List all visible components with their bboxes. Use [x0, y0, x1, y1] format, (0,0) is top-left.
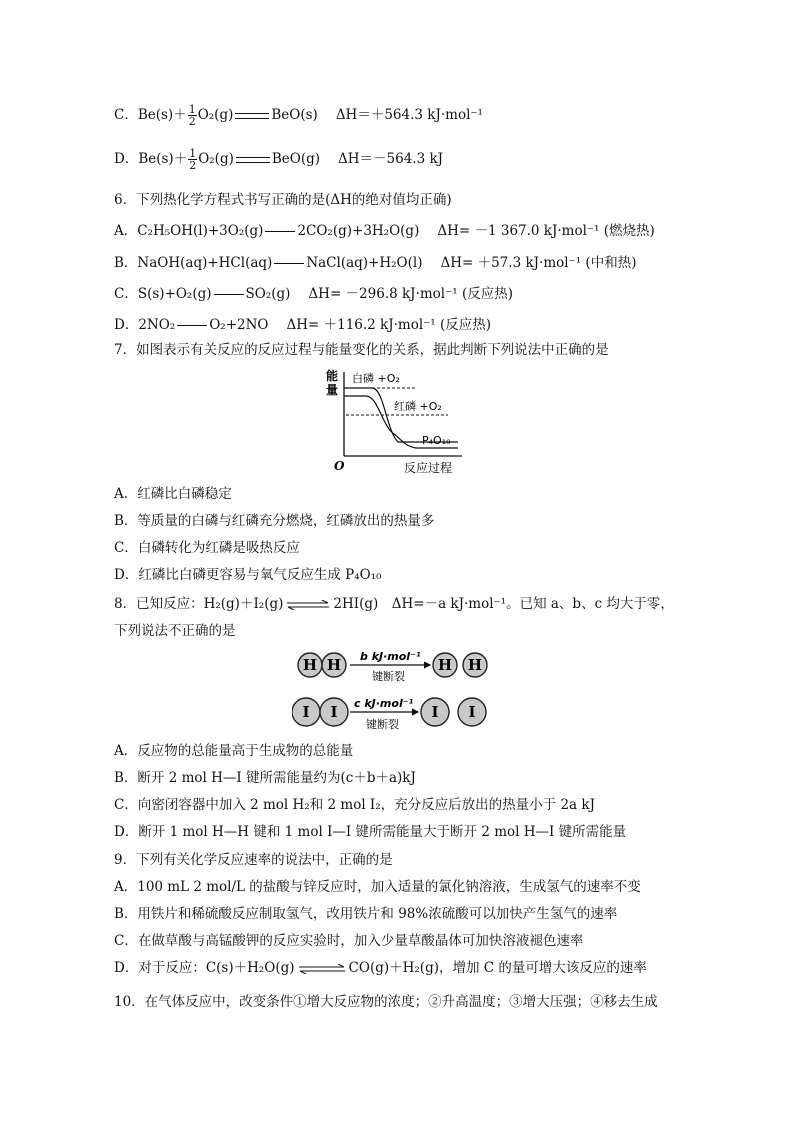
white-phosphorus-label: 白磷 +O₂ — [352, 372, 400, 385]
q6-b-left: B．NaOH(aq)+HCl(aq) — [114, 255, 273, 271]
h-atom-label: H — [437, 656, 453, 674]
q6-d-dh: ΔH= ＋116.2 kJ·mol⁻¹ — [286, 317, 436, 333]
q5-option-c — [114, 104, 483, 127]
q9-d-right: CO(g)＋H₂(g)，增加 C 的量可增大该反应的速率 — [348, 960, 647, 976]
equals-arrow — [235, 113, 269, 119]
product-label: P₄O₁₀ — [422, 434, 451, 447]
q9-option-d — [114, 958, 647, 978]
bond-breaking-diagram — [292, 648, 512, 736]
q9-option-c: C．在做草酸与高锰酸钾的反应实验时，加入少量草酸晶体可加快溶液褪色速率 — [114, 933, 584, 949]
q6-d-right: O₂+2NO — [209, 317, 269, 333]
q10-stem: 10．在气体反应中，改变条件①增大反应物的浓度；②升高温度；③增大压强；④移去生成 — [114, 994, 658, 1010]
q6-option-d — [114, 315, 491, 335]
q5-c-o2: O₂(g) — [197, 107, 234, 123]
q9-option-a: A．100 mL 2 mol/L 的盐酸与锌反应时，加入适量的氯化钠溶液，生成氢气的速率不变 — [114, 879, 641, 895]
q8-stem-line1 — [114, 594, 674, 614]
fraction — [188, 148, 197, 171]
q9-option-b: B．用铁片和稀硫酸反应制取氢气，改用铁片和 98%浓硫酸可以加快产生氢气的速率 — [114, 906, 618, 922]
bond-break-label: 键断裂 — [372, 670, 405, 683]
q6-option-c — [114, 284, 513, 304]
red-phosphorus-label: 红磷 +O₂ — [394, 400, 442, 413]
frac-num: 1 — [189, 147, 197, 160]
q6-d-note: (反应热) — [440, 317, 492, 333]
q6-c-right: SO₂(g) — [245, 286, 291, 302]
q5-c-dh: ΔH＝＋564.3 kJ·mol⁻¹ — [335, 107, 483, 123]
b-energy-label: b kJ·mol⁻¹ — [360, 650, 421, 663]
q8-option-b: B．断开 2 mol H—I 键所需能量约为(c＋b＋a)kJ — [114, 770, 416, 786]
q6-stem: 6．下列热化学方程式书写正确的是(ΔH的绝对值均正确) — [114, 192, 452, 208]
q8-stem-right: 2HI(g) ΔH=－a kJ·mol⁻¹。已知 a、b、c 均大于零， — [333, 596, 674, 612]
q6-a-right: 2CO₂(g)+3H₂O(g) — [297, 223, 420, 239]
q6-b-right: NaCl(aq)+H₂O(l) — [306, 255, 423, 271]
q8-option-c: C．向密闭容器中加入 2 mol H₂和 2 mol I₂，充分反应后放出的热量小于 2a kJ — [114, 797, 595, 813]
q6-option-b — [114, 253, 636, 273]
ylabel-bottom: 量 — [326, 383, 339, 397]
q7-option-b: B．等质量的白磷与红磷充分燃烧，红磷放出的热量多 — [114, 513, 435, 529]
q6-option-a — [114, 221, 655, 241]
frac-den: 2 — [188, 115, 196, 128]
i-atom-label: I — [330, 703, 338, 721]
reaction-line — [265, 231, 295, 233]
q8-option-a: A．反应物的总能量高于生成物的总能量 — [114, 743, 354, 759]
i-atom-label: I — [431, 703, 439, 721]
q5-option-d — [114, 148, 443, 171]
q8-stem-line2: 下列说法不正确的是 — [114, 623, 236, 639]
q7-option-d: D．红磷比白磷更容易与氧气反应生成 P₄O₁₀ — [114, 567, 382, 583]
q6-b-dh: ΔH= ＋57.3 kJ·mol⁻¹ — [440, 255, 582, 271]
equilibrium-arrow — [286, 600, 330, 610]
xlabel: 反应过程 — [404, 461, 453, 475]
q5-d-label: D．Be(s)＋ — [114, 151, 188, 167]
q5-c-product: BeO(s) — [271, 107, 318, 123]
q8-option-d: D．断开 1 mol H—H 键和 1 mol I—I 键所需能量大于断开 2 mol H—I 键所需能量 — [114, 824, 627, 840]
q7-option-a: A．红磷比白磷稳定 — [114, 486, 232, 502]
frac-den: 2 — [189, 159, 197, 172]
c-energy-label: c kJ·mol⁻¹ — [354, 697, 414, 710]
q8-stem-left: 8．已知反应：H₂(g)＋I₂(g) — [114, 596, 284, 612]
q5-d-dh: ΔH＝－564.3 kJ — [338, 151, 444, 167]
reaction-line — [177, 325, 207, 327]
fraction — [188, 104, 197, 127]
q5-d-o2: O₂(g) — [198, 151, 234, 167]
frac-num: 1 — [188, 103, 196, 116]
q7-option-c: C．白磷转化为红磷是吸热反应 — [114, 540, 300, 556]
bond-break-label: 键断裂 — [366, 718, 399, 731]
q6-b-note: (中和热) — [585, 255, 637, 271]
h-atom-label: H — [467, 656, 483, 674]
h-atom-label: H — [326, 656, 342, 674]
i-atom-label: I — [302, 703, 310, 721]
equals-arrow — [236, 157, 270, 163]
q6-d-left: D．2NO₂ — [114, 317, 176, 333]
origin-label: O — [334, 459, 345, 473]
i-atom-label: I — [468, 703, 476, 721]
reaction-line — [214, 294, 244, 296]
q9-d-left: D．对于反应：C(s)＋H₂O(g) — [114, 960, 295, 976]
energy-diagram — [320, 368, 470, 478]
q6-a-left: A．C₂H₅OH(l)+3O₂(g) — [114, 223, 264, 239]
q6-a-note: (燃烧热) — [603, 223, 655, 239]
q5-d-product: BeO(g) — [271, 151, 321, 167]
h-atom-label: H — [302, 656, 318, 674]
q7-stem: 7．如图表示有关反应的反应过程与能量变化的关系，据此判断下列说法中正确的是 — [114, 342, 609, 358]
equilibrium-arrow — [298, 964, 346, 974]
q6-a-dh: ΔH= －1 367.0 kJ·mol⁻¹ — [437, 223, 600, 239]
q6-c-note: (反应热) — [461, 286, 513, 302]
q9-stem: 9．下列有关化学反应速率的说法中，正确的是 — [114, 852, 393, 868]
ylabel-top: 能 — [326, 369, 339, 383]
q6-c-dh: ΔH= －296.8 kJ·mol⁻¹ — [308, 286, 458, 302]
q6-c-left: C．S(s)+O₂(g) — [114, 286, 212, 302]
reaction-line — [274, 263, 304, 265]
q5-c-label: C．Be(s)＋ — [114, 107, 187, 123]
